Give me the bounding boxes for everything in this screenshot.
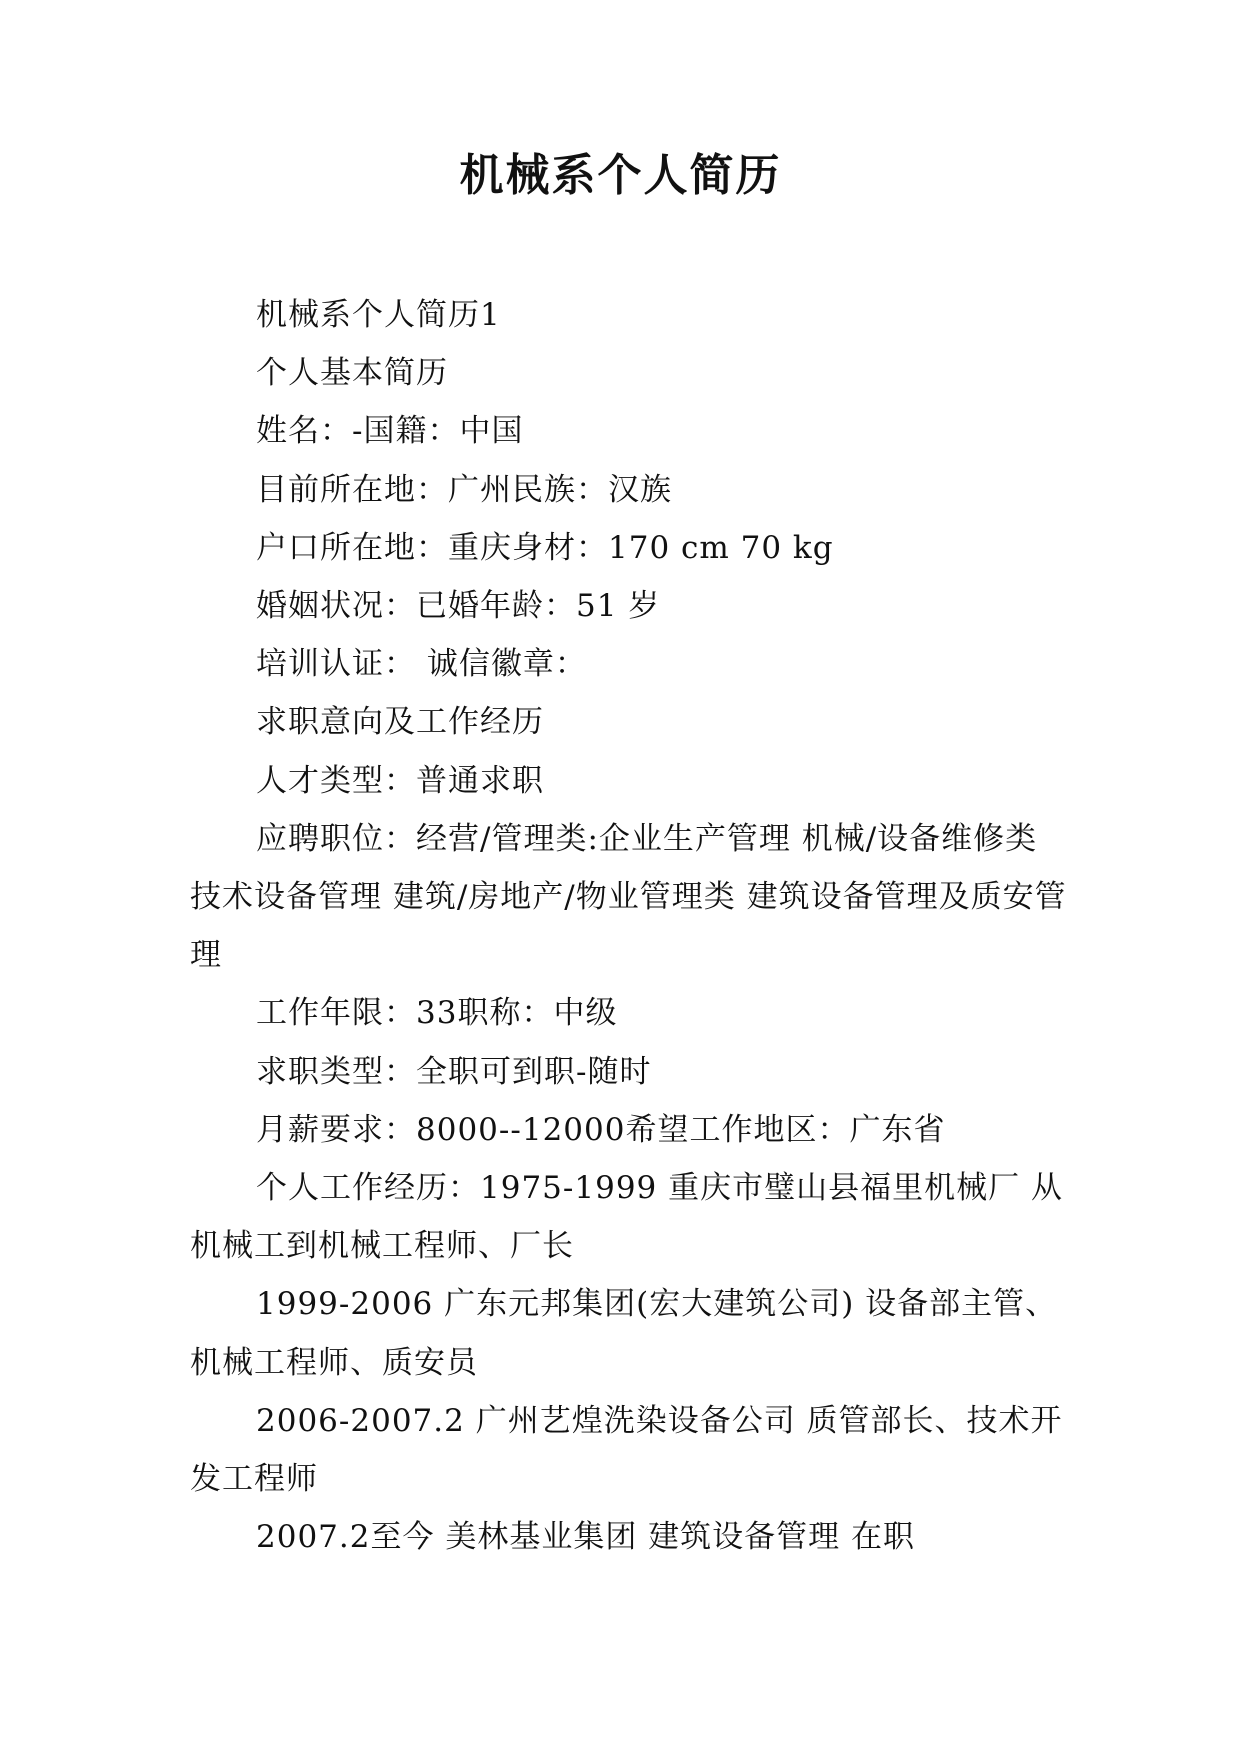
paragraph-marital-age: 婚姻状况：已婚年龄：51 岁 — [256, 588, 661, 625]
paragraph-years-title: 工作年限：33职称：中级 — [256, 995, 618, 1032]
paragraph-positions: 应聘职位：经营/管理类:企业生产管理 机械/设备维修类 技术设备管理 建筑/房地产/物业管理类 建筑设备管理及质安管理 — [190, 820, 1067, 974]
paragraph-work-history-3: 2006-2007.2 广州艺煌洗染设备公司 质管部长、技术开发工程师 — [190, 1402, 1063, 1498]
paragraph-work-history-1: 个人工作经历：1975-1999 重庆市璧山县福里机械厂 从机械工到机械工程师、厂长 — [190, 1170, 1063, 1265]
paragraph-section-basic: 个人基本简历 — [256, 355, 448, 392]
document-body — [190, 286, 1070, 1566]
paragraph-location-ethnicity: 目前所在地：广州民族：汉族 — [256, 471, 672, 508]
paragraph-job-type: 求职类型：全职可到职-随时 — [256, 1053, 652, 1090]
document-title: 机械系个人简历 — [459, 150, 782, 201]
paragraph-hukou-physique: 户口所在地：重庆身材：170 cm 70 kg — [256, 529, 834, 566]
paragraph-talent-type: 人才类型：普通求职 — [256, 762, 544, 799]
paragraph-heading: 机械系个人简历1 — [256, 297, 501, 333]
paragraph-certification: 培训认证： 诚信徽章： — [256, 646, 587, 683]
paragraph-name-nationality: 姓名：-国籍：中国 — [256, 413, 524, 450]
paragraph-work-history-4: 2007.2至今 美林基业集团 建筑设备管理 在职 — [256, 1519, 916, 1556]
paragraph-section-intent: 求职意向及工作经历 — [256, 704, 544, 741]
paragraph-work-history-2: 1999-2006 广东元邦集团(宏大建筑公司) 设备部主管、机械工程师、质安员 — [190, 1286, 1058, 1381]
paragraph-salary-region: 月薪要求：8000--12000希望工作地区：广东省 — [256, 1111, 946, 1148]
